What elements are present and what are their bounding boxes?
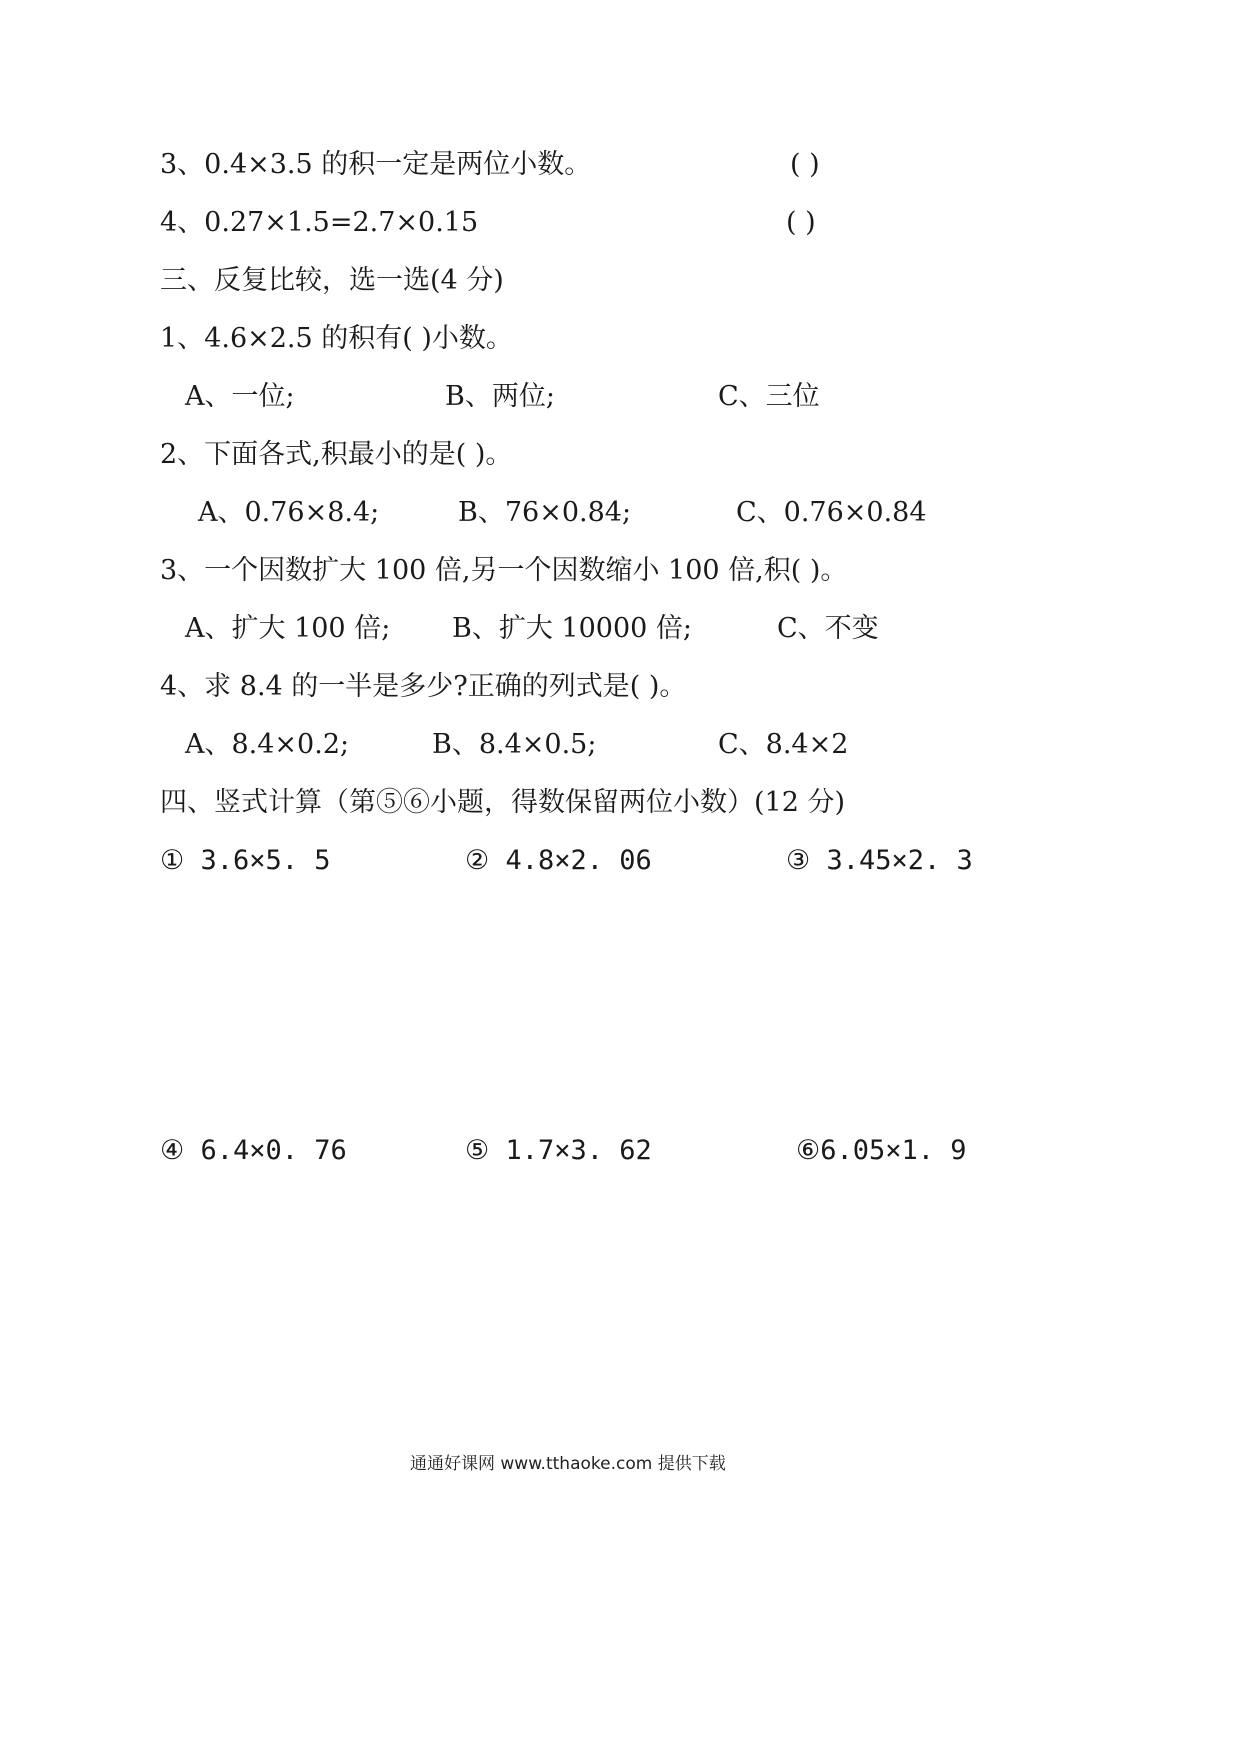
choice-question-3-option-b[interactable]: B、扩大 10000 倍;	[452, 613, 692, 644]
judge-question-4: 4、0.27×1.5=2.7×0.15	[160, 207, 479, 238]
vertical-calc-problem-2: ② 4.8×2. 06	[465, 845, 652, 876]
vertical-calc-problem-1: ① 3.6×5. 5	[160, 845, 331, 876]
judge-answer-blank-3[interactable]: ( )	[790, 149, 820, 180]
choice-question-1-option-c[interactable]: C、三位	[718, 381, 820, 412]
vertical-calc-problem-5: ⑤ 1.7×3. 62	[465, 1135, 652, 1166]
choice-question-2-stem: 2、下面各式,积最小的是( )。	[160, 439, 513, 470]
choice-question-4-option-b[interactable]: B、8.4×0.5;	[432, 729, 597, 760]
judge-answer-blank-4[interactable]: ( )	[786, 207, 816, 238]
choice-question-2-option-b[interactable]: B、76×0.84;	[458, 497, 632, 528]
choice-question-1-option-b[interactable]: B、两位;	[445, 381, 555, 412]
choice-question-3-stem: 3、一个因数扩大 100 倍,另一个因数缩小 100 倍,积( )。	[160, 555, 848, 586]
judge-question-3: 3、0.4×3.5 的积一定是两位小数。	[160, 149, 592, 180]
choice-question-3-option-c[interactable]: C、不变	[777, 613, 879, 644]
choice-question-4-option-c[interactable]: C、8.4×2	[718, 729, 849, 760]
page-footer: 通通好课网 www.tthaoke.com 提供下载	[410, 1454, 726, 1474]
choice-question-4-option-a[interactable]: A、8.4×0.2;	[185, 729, 350, 760]
vertical-calc-problem-3: ③ 3.45×2. 3	[786, 845, 973, 876]
choice-question-2-option-c[interactable]: C、0.76×0.84	[736, 497, 927, 528]
section-4-title: 四、竖式计算（第⑤⑥小题，得数保留两位小数）(12 分)	[160, 787, 846, 818]
vertical-calc-problem-6: ⑥6.05×1. 9	[796, 1135, 967, 1166]
section-3-title: 三、反复比较，选一选(4 分)	[160, 265, 504, 296]
choice-question-4-stem: 4、求 8.4 的一半是多少?正确的列式是( )。	[160, 671, 687, 702]
choice-question-1-option-a[interactable]: A、一位;	[185, 381, 295, 412]
choice-question-3-option-a[interactable]: A、扩大 100 倍;	[185, 613, 391, 644]
choice-question-2-option-a[interactable]: A、0.76×8.4;	[198, 497, 380, 528]
vertical-calc-problem-4: ④ 6.4×0. 76	[160, 1135, 347, 1166]
choice-question-1-stem: 1、4.6×2.5 的积有( )小数。	[160, 323, 513, 354]
